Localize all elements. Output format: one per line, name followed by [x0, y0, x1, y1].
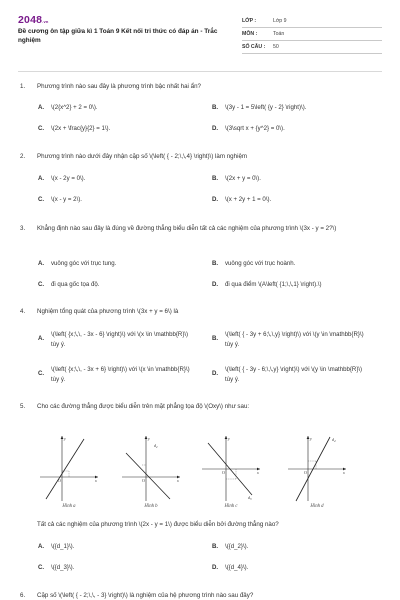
meta-row-class: [242, 15, 382, 28]
figure-a-graph: [38, 433, 100, 503]
question-5-sub: Tất cả các nghiệm của phương trình \(2x - y = 1\) được biểu diễn bởi đường thẳng nào? A. \({d_1}\). B. \({d_2}\). C. \({d_3}\). D. \({d_4}\).: [20, 521, 382, 581]
svg-text:O: O: [222, 470, 225, 475]
line-label: $d_4$: [332, 437, 336, 443]
question-number: 3.: [20, 225, 26, 232]
meta-value: 50: [273, 44, 279, 50]
line-label: $d_2$: [154, 443, 158, 449]
figure-caption: Hình c: [224, 504, 238, 509]
figure-c-graph: [200, 433, 262, 503]
question-6: [20, 592, 382, 600]
meta-table: [242, 15, 382, 54]
document-title: Đề cương ôn tập giữa kì 1 Toán 9 Kết nối tri thức có đáp án - Trắc nghiệm: [18, 28, 218, 45]
svg-text:y: y: [228, 436, 230, 441]
question-2: 2. Phương trình nào dưới đây nhận cặp số \(\left( { - 2;\,\,4} \right)\) làm nghiệm A. \(x - 2y = 0\). B. \(2x + y = 0\). C. \(x - y = 2\). D. \(x + 2y + 1 = 0\).: [20, 153, 382, 203]
svg-text:x: x: [177, 478, 179, 483]
line-label: $d_3$: [248, 495, 252, 501]
meta-key: LỚP :: [242, 18, 257, 24]
question-number: 1.: [20, 83, 26, 90]
question-text: Cặp số \(\left( { - 2;\,\, - 3} \right)\) là nghiệm của hệ phương trình nào sau đây?: [37, 592, 254, 599]
meta-row-count: [242, 41, 382, 54]
figure-caption: Hình b: [144, 504, 158, 509]
figure-d-graph: [286, 433, 348, 503]
svg-text:y: y: [148, 436, 150, 441]
question-number: 2.: [20, 153, 26, 160]
meta-value: Lớp 9: [273, 18, 287, 24]
figure-d: [286, 433, 348, 513]
figure-a: [38, 433, 100, 513]
svg-text:O: O: [304, 470, 307, 475]
site-logo[interactable]: 2048.vn: [18, 14, 49, 26]
document-header: [18, 13, 382, 61]
svg-text:y: y: [310, 436, 312, 441]
question-subtext: Tất cả các nghiệm của phương trình \(2x - y = 1\) được biểu diễn bởi đường thẳng nào?: [37, 521, 279, 528]
coordinate-figures: [38, 433, 378, 513]
question-text: Khẳng định nào sau đây là đúng về đường thẳng biểu diễn tất cả các nghiệm của phương trình \(3x - y = 2?\): [37, 225, 337, 232]
meta-key: SỐ CÂU :: [242, 44, 266, 50]
figure-caption: Hình d: [310, 504, 324, 509]
question-text: Cho các đường thẳng được biểu diễn trên mặt phẳng tọa độ \(Oxy\) như sau:: [37, 403, 250, 410]
figure-c: [200, 433, 262, 513]
svg-text:x: x: [257, 470, 259, 475]
header-divider: [18, 71, 382, 72]
svg-text:x: x: [343, 470, 345, 475]
question-number: 4.: [20, 308, 26, 315]
question-3: 3. Khẳng định nào sau đây là đúng về đường thẳng biểu diễn tất cả các nghiệm của phương trình \(3x - y = 2?\) A. vuông góc với trục tung. B. vuông góc với trục hoành. C. đi qua gốc tọa độ. D. đi qua điểm \(A\left( {1;\,\,1} \right).\): [20, 225, 382, 287]
question-number: 6.: [20, 592, 26, 599]
question-1: 1. Phương trình nào sau đây là phương trình bậc nhất hai ẩn? A. \(2{x^2} + 2 = 0\). B. \(3y - 1 = 5\left( {y - 2} \right)\). C. \(2x + \frac{y}{2} = 1\). D. \(3\sqrt x + {y^2} = 0\).: [20, 83, 382, 133]
svg-text:O: O: [58, 478, 61, 483]
question-text: Nghiệm tổng quát của phương trình \(3x + y = 6\) là: [37, 308, 179, 315]
svg-text:O: O: [142, 478, 145, 483]
question-text: Phương trình nào dưới đây nhận cặp số \(\left( { - 2;\,\,4} \right)\) làm nghiệm: [37, 153, 248, 160]
figure-b: [120, 433, 182, 513]
meta-row-subject: [242, 28, 382, 41]
meta-value: Toán: [273, 31, 285, 37]
question-number: 5.: [20, 403, 26, 410]
question-4: 4. Nghiệm tổng quát của phương trình \(3x + y = 6\) là A. \(\left( {x;\,\, - 3x - 6} \right)\) với \(x \in \mathbb{R}\) tùy ý. B. \(\left( { - 3y + 6;\,\,y} \right)\) với \(y \in \mathbb{R}\) tùy ý. C. \(\left( {x;\,\, - 3x + 6} \right)\) với \(x \in \mathbb{R}\) tùy ý. D. \(\left( { - 3y - 6;\,\,y} \right)\) với \(y \in \mathbb{R}\) tùy ý.: [20, 308, 382, 390]
figure-b-graph: [120, 433, 182, 503]
svg-text:x: x: [95, 478, 97, 483]
meta-key: MÔN :: [242, 31, 258, 37]
question-text: Phương trình nào sau đây là phương trình bậc nhất hai ẩn?: [37, 83, 201, 90]
svg-text:y: y: [64, 436, 66, 441]
figure-caption: Hình a: [62, 504, 76, 509]
